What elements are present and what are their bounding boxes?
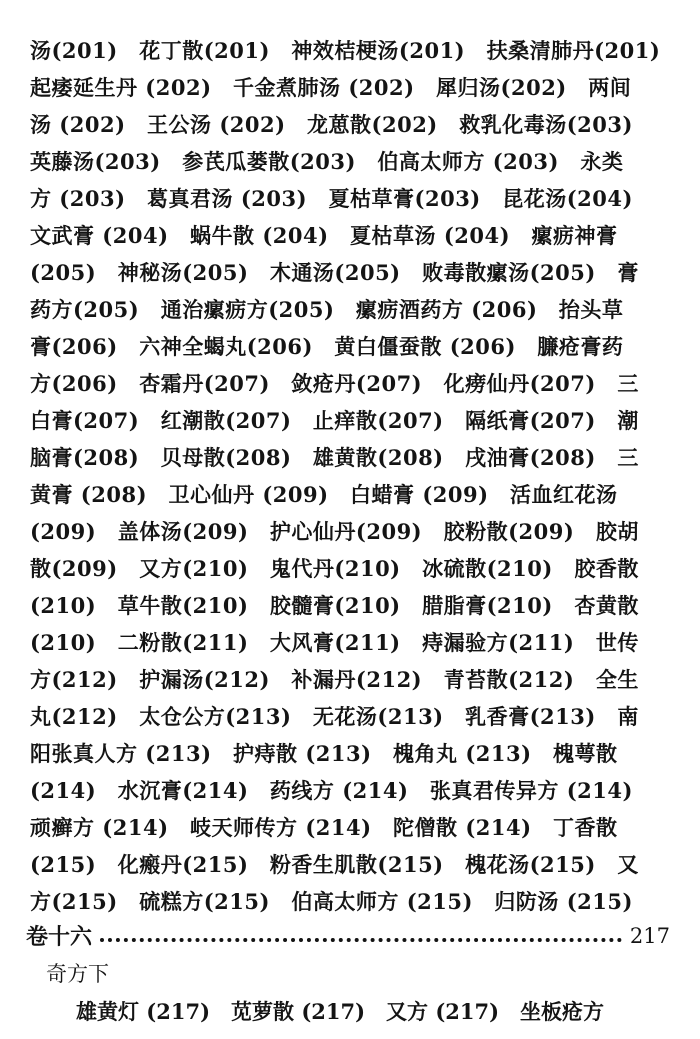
text-line-19: 丸(212) 太仓公方(213) 无花汤(213) 乳香膏(213) 南 (30, 704, 639, 729)
text-line-21: (214) 水沉膏(214) 药线方 (214) 张真君传异方 (214) (30, 778, 633, 803)
text-line-10: 方(206) 杏霜丹(207) 敛疮丹(207) 化痨仙丹(207) 三 (30, 371, 639, 396)
text-line-14: (209) 盖体汤(209) 护心仙丹(209) 胶粉散(209) 胶胡 (30, 519, 639, 544)
text-line-13: 黄膏 (208) 卫心仙丹 (209) 白蜡膏 (209) 活血红花汤 (30, 482, 618, 507)
text-line-22: 顽癣方 (214) 岐天师传方 (214) 陀僧散 (214) 丁香散 (30, 815, 618, 840)
text-line-3: 汤 (202) 王公汤 (202) 龙葸散(202) 救乳化毒汤(203) (30, 112, 633, 137)
text-line-23: (215) 化瘢丹(215) 粉香生肌散(215) 槐花汤(215) 又 (30, 852, 639, 877)
text-line-8: 药方(205) 通治瘰疬方(205) 瘰疬酒药方 (206) 抬头草 (30, 297, 624, 322)
text-line-12: 脑膏(208) 贝母散(208) 雄黄散(208) 戌油膏(208) 三 (30, 445, 639, 470)
dot-leader (100, 938, 622, 942)
text-line-11: 白膏(207) 红潮散(207) 止痒散(207) 隔纸膏(207) 潮 (30, 408, 639, 433)
text-line-9: 膏(206) 六神全蝎丸(206) 黄白僵蚕散 (206) 臁疮膏药 (30, 334, 624, 359)
text-line-2: 起痿延生丹 (202) 千金煮肺汤 (202) 犀归汤(202) 两间 (30, 75, 632, 100)
text-line-17: (210) 二粉散(211) 大风膏(211) 痔漏验方(211) 世传 (30, 630, 639, 655)
chapter-page-number: 217 (629, 923, 670, 948)
text-line-7: (205) 神秘汤(205) 木通汤(205) 败毒散瘰汤(205) 膏 (30, 260, 639, 285)
text-line-5: 方 (203) 葛真君汤 (203) 夏枯草膏(203) 昆花汤(204) (30, 186, 633, 211)
text-line-18: 方(212) 护漏汤(212) 补漏丹(212) 青苔散(212) 全生 (30, 667, 639, 692)
text-line-6: 文武膏 (204) 蜗牛散 (204) 夏枯草汤 (204) 瘰疬神膏 (30, 223, 618, 248)
text-line-last: 雄黄灯 (217) 苋萝散 (217) 又方 (217) 坐板疮方 (76, 999, 605, 1024)
chapter-heading (26, 920, 670, 951)
text-line-1: 汤(201) 花丁散(201) 神效桔梗汤(201) 扶桑清肺丹(201) (30, 38, 661, 63)
text-line-4: 英藤汤(203) 参芪瓜蒌散(203) 伯高太师方 (203) 永类 (30, 149, 624, 174)
text-line-24: 方(215) 硫糕方(215) 伯高太师方 (215) 归防汤 (215) (30, 889, 633, 914)
text-line-15: 散(209) 又方(210) 鬼代丹(210) 冰硫散(210) 胶香散 (30, 556, 639, 581)
text-line-20: 阳张真人方 (213) 护痔散 (213) 槐角丸 (213) 槐萼散 (30, 741, 618, 766)
text-line-16: (210) 草牛散(210) 胶髓膏(210) 腊脂膏(210) 杏黄散 (30, 593, 639, 618)
chapter-title: 卷十六 (26, 924, 93, 950)
section-subtitle: 奇方下 (46, 962, 109, 986)
